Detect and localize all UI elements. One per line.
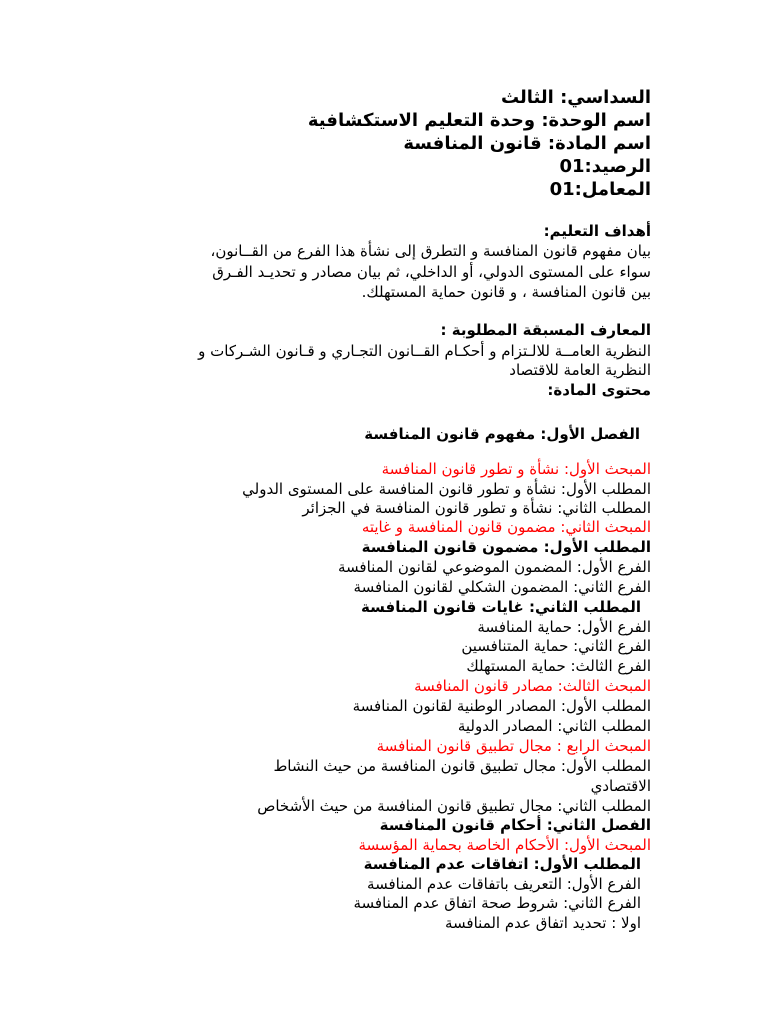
section-4-title: المبحث الرابع : مجال تطبيق قانون المنافسة [376, 737, 651, 755]
outline-item: المطلب الثاني: نشأة و تطور قانون المنافسة في الجزائر [302, 499, 651, 517]
outline-item: المطلب الأول: نشأة و تطور قانون المنافسة على المستوى الدولي [242, 480, 651, 498]
outline-item: المطلب الأول: اتفاقات عدم المنافسة [363, 855, 641, 873]
unit-line: اسم الوحدة: وحدة التعليم الاستكشافية [307, 110, 651, 131]
objectives-line-2: سواء على المستوى الدولي، أو الداخلي، ثم بيان مصادر و تحديـد الفـرق [212, 263, 651, 281]
content-title: محتوى المادة: [547, 381, 651, 399]
section-1-title: المبحث الأول: نشأة و تطور قانون المنافسة [381, 460, 651, 478]
outline-item: الفرع الثاني: المضمون الشكلي لقانون المنافسة [353, 578, 651, 596]
outline-item: المطلب الأول: مضمون قانون المنافسة [361, 538, 651, 556]
coefficient-line: المعامل:01 [549, 179, 651, 200]
outline-item: الفرع الأول: المضمون الموضوعي لقانون المنافسة [337, 558, 651, 576]
credits-line: الرصيد:01 [559, 156, 651, 177]
section-2-title: المبحث الثاني: مضمون قانون المنافسة و غايته [361, 518, 651, 536]
outline-item: الفرع الأول: التعريف باتفاقات عدم المنافسة [367, 875, 641, 893]
outline-item: الفرع الثالث: حماية المستهلك [466, 657, 651, 675]
outline-item: المطلب الأول: مجال تطبيق قانون المنافسة من حيث النشاط [273, 757, 651, 775]
chapter-1-title: الفصل الأول: مفهوم قانون المنافسة [364, 425, 640, 443]
section-3-title: المبحث الثالث: مصادر قانون المنافسة [414, 677, 651, 695]
prerequisites-title: المعارف المسبقة المطلوبة : [440, 321, 651, 339]
subject-line: اسم المادة: قانون المنافسة [403, 133, 651, 154]
outline-item: الفرع الثاني: حماية المتنافسين [461, 637, 651, 655]
objectives-line-1: بيان مفهوم قانون المنافسة و التطرق إلى نشأة هذا الفرع من القــانون، [210, 242, 651, 260]
section-title: المبحث الأول: الأحكام الخاصة بحماية المؤسسة [358, 836, 651, 854]
outline-item: المطلب الثاني: غايات قانون المنافسة [361, 598, 641, 616]
chapter-2-title: الفصل الثاني: أحكام قانون المنافسة [379, 816, 651, 834]
objectives-title: أهداف التعليم: [543, 222, 651, 240]
outline-item: الاقتصادي [590, 777, 651, 795]
outline-item: الفرع الثاني: شروط صحة اتفاق عدم المنافسة [353, 894, 641, 912]
outline-item: المطلب الأول: المصادر الوطنية لقانون المنافسة [352, 697, 651, 715]
prerequisites-line-1: النظرية العامــة للالـتزام و أحكـام القــانون التجـاري و قـانون الشـركات و [198, 342, 651, 360]
outline-item: الفرع الأول: حماية المنافسة [477, 618, 651, 636]
outline-item: المطلب الثاني: مجال تطبيق قانون المنافسة من حيث الأشخاص [257, 797, 651, 815]
outline-item: المطلب الثاني: المصادر الدولية [457, 717, 651, 735]
outline-item: اولا : تحديد اتفاق عدم المنافسة [445, 914, 641, 932]
objectives-line-3: بين قانون المنافسة ، و قانون حماية المستهلك. [361, 283, 651, 301]
prerequisites-line-2: النظرية العامة للاقتصاد [509, 361, 651, 379]
semester-line: السداسي: الثالث [500, 87, 651, 108]
